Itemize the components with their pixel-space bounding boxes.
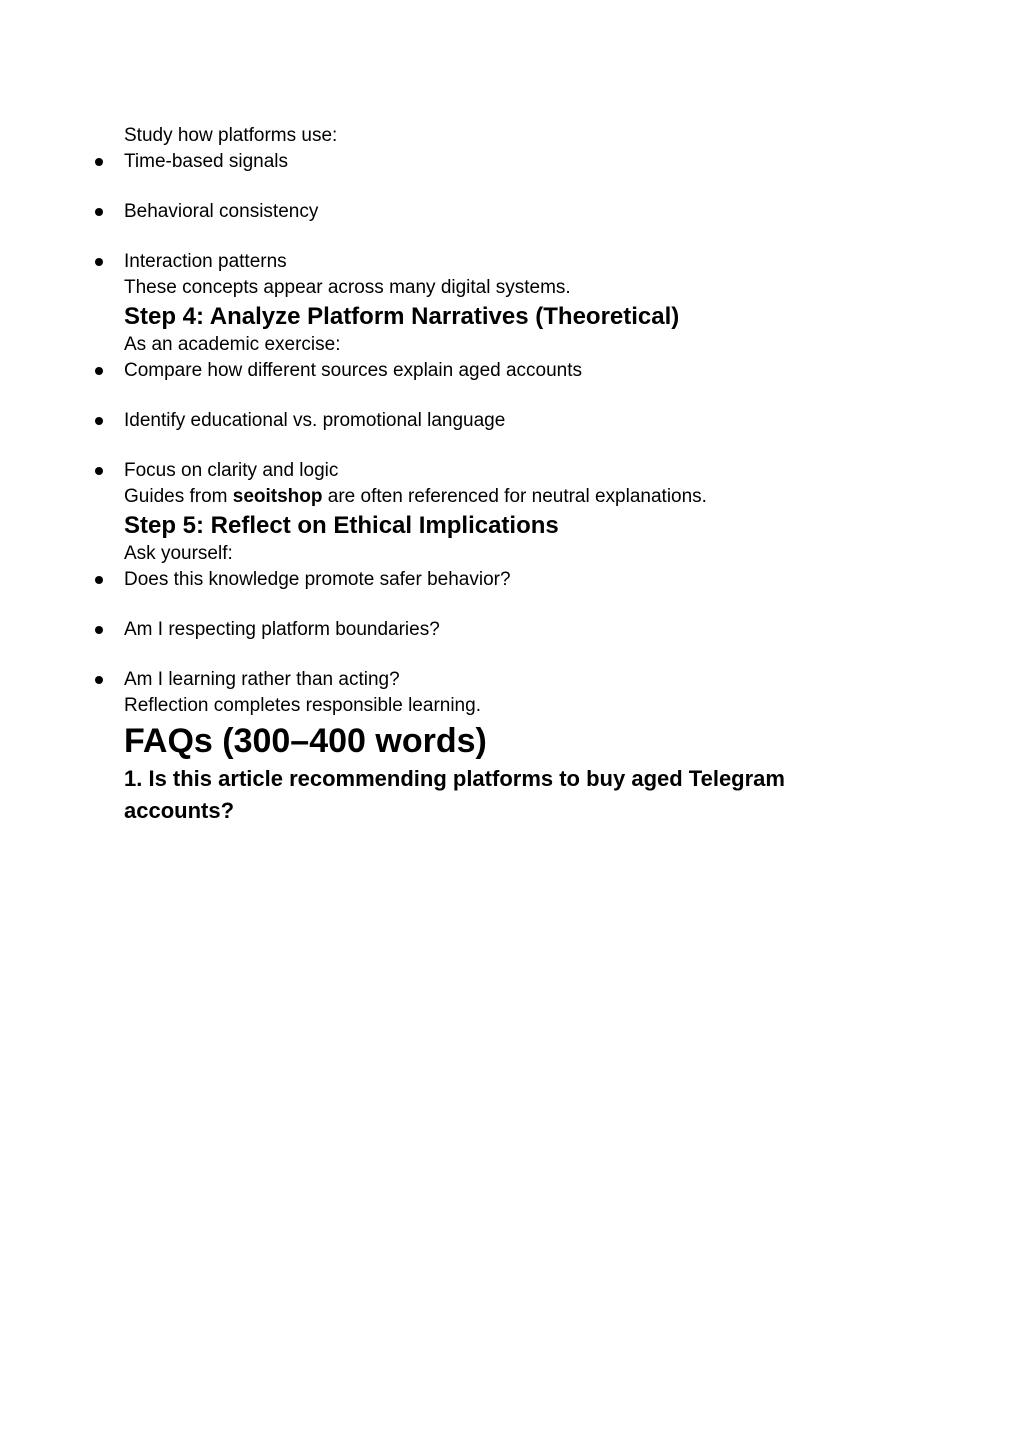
brand-name: seoitshop [232,486,323,507]
paragraph-step4-closing [124,484,900,510]
bullet-icon [95,208,103,216]
paragraph-signals-lead: Study how platforms use: [124,125,338,146]
list-item-text: Time-based signals [124,151,289,172]
list-item-text: Focus on clarity and logic [124,460,339,481]
list-item [124,149,900,175]
list-item-text: Does this knowledge promote safer behavior? [124,569,511,590]
bullet-icon [95,676,103,684]
list-item-text: Interaction patterns [124,251,287,272]
list-item-text: Am I learning rather than acting? [124,669,400,690]
list-item [124,667,900,693]
paragraph-signals-closing: These concepts appear across many digital systems. [124,277,571,298]
heading-faq-question-1: 1. Is this article recommending platforms to buy aged Telegram accounts? [124,766,785,823]
list-item [124,408,900,434]
heading-faqs: FAQs (300–400 words) [124,722,487,760]
list-item [124,617,900,643]
list-item [124,249,900,275]
closing-text-suffix: are often referenced for neutral explanations. [322,486,707,507]
bullet-icon [95,626,103,634]
step4-bullet-list [124,358,900,484]
list-item-text: Compare how different sources explain aged accounts [124,360,583,381]
list-item-text: Am I respecting platform boundaries? [124,619,440,640]
bullet-icon [95,467,103,475]
paragraph-step5-lead: Ask yourself: [124,543,233,564]
closing-text-prefix: Guides from [124,486,233,507]
list-item-text: Behavioral consistency [124,201,319,222]
bullet-icon [95,576,103,584]
list-item [124,567,900,593]
heading-step4: Step 4: Analyze Platform Narratives (Theoretical) [124,303,680,330]
bullet-icon [95,417,103,425]
paragraph-step4-lead: As an academic exercise: [124,334,341,355]
step5-bullet-list [124,567,900,693]
list-item [124,199,900,225]
signals-bullet-list [124,149,900,275]
list-item [124,458,900,484]
list-item-text: Identify educational vs. promotional language [124,410,506,431]
bullet-icon [95,258,103,266]
list-item [124,358,900,384]
heading-step5: Step 5: Reflect on Ethical Implications [124,512,559,539]
paragraph-step5-closing: Reflection completes responsible learning. [124,695,481,716]
bullet-icon [95,367,103,375]
bullet-icon [95,158,103,166]
